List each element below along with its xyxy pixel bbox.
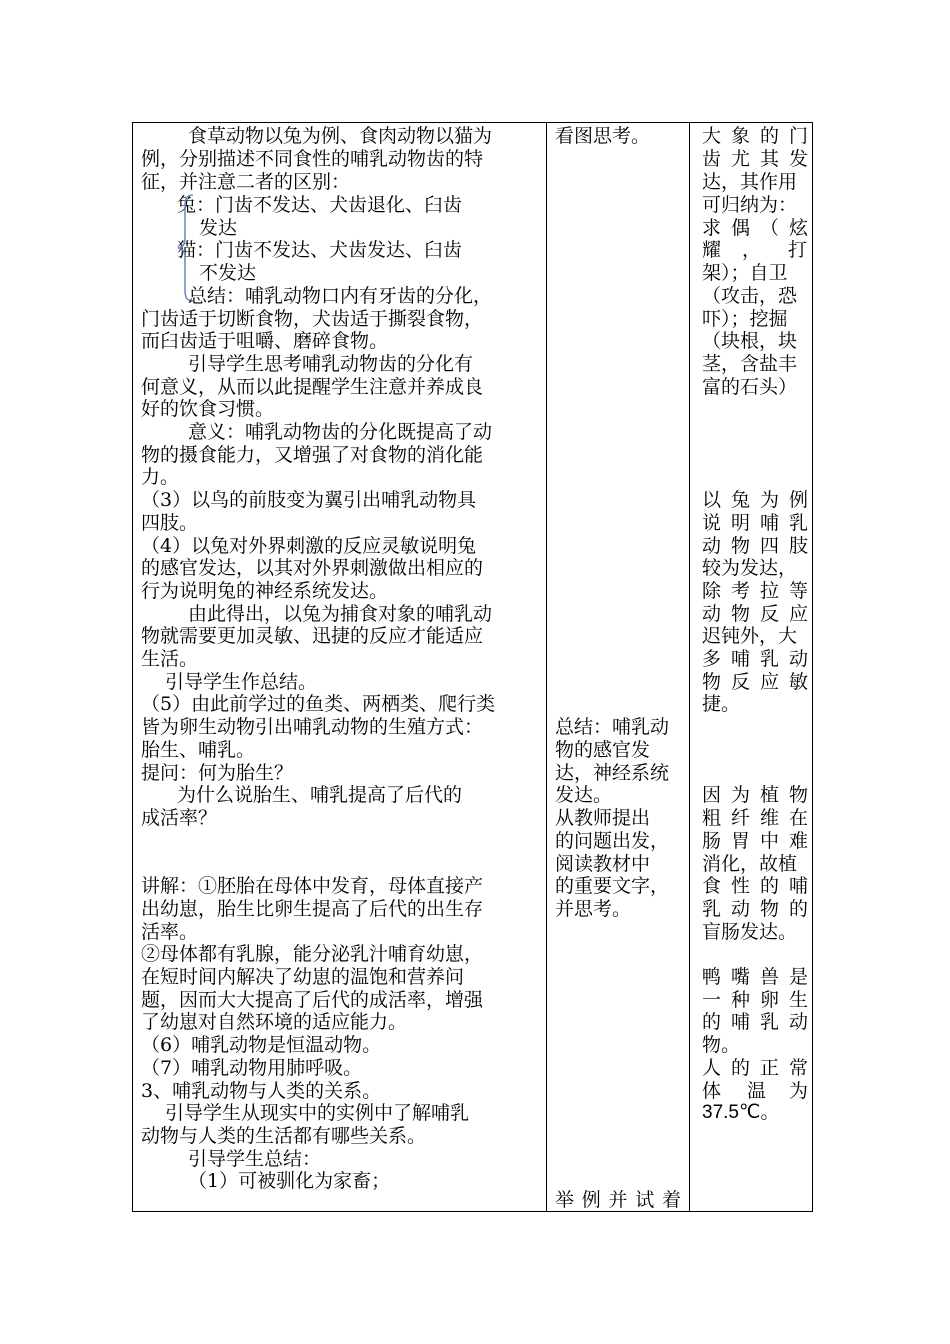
cat-teeth-line: 猫：门齿不发达、犬齿发达、臼齿 (177, 239, 463, 261)
student-line: 的重要文字， (555, 875, 670, 897)
paragraph-line: 在短时间内解决了幼崽的温饱和营养问 (141, 966, 465, 988)
student-line: 达，神经系统 (555, 762, 670, 784)
student-line: 发达。 (555, 784, 613, 806)
note-line: 以兔为例 (702, 489, 808, 511)
paragraph-line: 出幼崽，胎生比卵生提高了后代的出生存 (141, 898, 484, 920)
student-line: 并思考。 (555, 898, 632, 920)
student-activity-column (547, 123, 689, 1211)
note-line: 盲肠发达。 (702, 921, 798, 943)
rabbit-teeth-line: 兔：门齿不发达、犬齿退化、臼齿 (177, 194, 463, 216)
teacher-activity-column (133, 123, 546, 1211)
summary-line: 门齿适于切断食物，犬齿适于撕裂食物， (141, 308, 484, 330)
student-line: 总结：哺乳动 (555, 716, 670, 738)
paragraph-line: 行为说明兔的神经系统发达。 (141, 580, 389, 602)
note-line: 打 (788, 239, 808, 261)
paragraph-line: 引导学生作总结。 (165, 671, 318, 693)
notes-column (690, 123, 812, 1211)
paragraph-line: 引导学生从现实中的实例中了解哺乳 (165, 1102, 470, 1124)
student-line: 看图思考。 (555, 125, 651, 147)
note-line: 求偶（炫 (702, 217, 808, 239)
note-line: （块根，块 (702, 330, 798, 352)
paragraph-line: （3）以鸟的前肢变为翼引出哺乳动物具 (141, 489, 477, 511)
paragraph-line: 引导学生思考哺乳动物齿的分化有 (188, 353, 474, 375)
note-line: 物反应敏 (702, 671, 808, 693)
paragraph-line: 物就需要更加灵敏、迅捷的反应才能适应 (141, 625, 484, 647)
note-line: 温 (747, 1080, 767, 1102)
paragraph-line: （7）哺乳动物用肺呼吸。 (141, 1057, 363, 1079)
note-line: 说明哺乳 (702, 512, 808, 534)
note-line: 体 (702, 1080, 722, 1102)
paragraph-line: 引导学生总结： (188, 1148, 322, 1170)
note-line: 架）；自卫 (702, 262, 788, 284)
note-line: 动物四肢 (702, 535, 808, 557)
note-line: 吓）；挖掘 (702, 308, 788, 330)
paragraph-line: 何意义，从而以此提醒学生注意并养成良 (141, 376, 484, 398)
student-line: 举例并试着 (555, 1189, 681, 1211)
paragraph-line: 胎生、哺乳。 (141, 739, 256, 761)
paragraph-line: 成活率？ (141, 807, 218, 829)
paragraph-line: 皆为卵生动物引出哺乳动物的生殖方式： (141, 716, 484, 738)
paragraph-line: （6）哺乳动物是恒温动物。 (141, 1034, 382, 1056)
student-line: 的问题出发， (555, 830, 670, 852)
note-line: 粗纤维在 (702, 807, 808, 829)
paragraph-line: （1）可被驯化为家畜； (188, 1170, 391, 1192)
note-line: 乳动物的 (702, 898, 808, 920)
paragraph-line: 活率。 (141, 921, 199, 943)
note-line: 达，其作用 (702, 171, 798, 193)
paragraph-line: 为什么说胎生、哺乳提高了后代的 (177, 784, 463, 806)
paragraph-line: 了幼崽对自然环境的适应能力。 (141, 1011, 408, 1033)
paragraph-line: （4）以兔对外界刺激的反应灵敏说明兔 (141, 535, 477, 557)
note-line: 人的正常 (702, 1057, 808, 1079)
note-line: 较为发达， (702, 557, 798, 579)
paragraph-line: 物的摄食能力，又增强了对食物的消化能 (141, 444, 484, 466)
paragraph-line: ②母体都有乳腺，能分泌乳汁哺育幼崽， (141, 943, 484, 965)
note-line: 多哺乳动 (702, 648, 808, 670)
note-line: 鸭嘴兽是 (702, 966, 808, 988)
paragraph-line: 的感官发达，以其对外界刺激做出相应的 (141, 557, 484, 579)
rabbit-teeth-line: 发达 (199, 217, 238, 239)
cat-teeth-line: 不发达 (199, 262, 257, 284)
note-line: 动物反应 (702, 603, 808, 625)
paragraph-line: 例，分别描述不同食性的哺乳动物齿的特 (141, 148, 484, 170)
paragraph-line: 讲解：①胚胎在母体中发育，母体直接产 (141, 875, 484, 897)
paragraph-line: 提问：何为胎生？ (141, 762, 294, 784)
paragraph-line: 食草动物以兔为例、食肉动物以猫为 (188, 125, 493, 147)
summary-line: 总结：哺乳动物口内有牙齿的分化， (188, 285, 493, 307)
paragraph-line: 征，并注意二者的区别： (141, 171, 351, 193)
paragraph-line: 力。 (141, 466, 180, 488)
note-line: 肠胃中难 (702, 830, 808, 852)
note-line: 茎，含盐丰 (702, 353, 798, 375)
note-line: ， (742, 239, 762, 261)
note-line: 可归纳为： (702, 194, 798, 216)
body-temperature-value: 37.5℃。 (702, 1102, 780, 1123)
paragraph-line: 生活。 (141, 648, 199, 670)
paragraph-line: 题，因而大大提高了后代的成活率，增强 (141, 989, 484, 1011)
note-line: 齿尤其发 (702, 148, 808, 170)
paragraph-line: 动物与人类的生活都有哪些关系。 (141, 1125, 427, 1147)
lesson-plan-table (132, 122, 813, 1212)
student-line: 阅读教材中 (555, 853, 651, 875)
summary-line: 而臼齿适于咀嚼、磨碎食物。 (141, 330, 389, 352)
note-line: 大象的门 (702, 125, 808, 147)
note-line: 富的石头） (702, 376, 798, 398)
note-line: 消化，故植 (702, 853, 798, 875)
note-line: 因为植物 (702, 784, 808, 806)
note-line: 迟钝外，大 (702, 625, 798, 647)
paragraph-line: 意义：哺乳动物齿的分化既提高了动 (188, 421, 493, 443)
note-line: 的哺乳动 (702, 1011, 808, 1033)
note-line: 为 (789, 1080, 809, 1102)
paragraph-line: 由此得出，以兔为捕食对象的哺乳动 (188, 603, 493, 625)
student-line: 从教师提出 (555, 807, 651, 829)
student-line: 物的感官发 (555, 739, 651, 761)
section-heading: 3、哺乳动物与人类的关系。 (141, 1080, 382, 1102)
note-line: 捷。 (702, 693, 741, 715)
note-line: 物。 (702, 1034, 741, 1056)
paragraph-line: 四肢。 (141, 512, 199, 534)
paragraph-line: 好的饮食习惯。 (141, 398, 275, 420)
note-line: （攻击，恐 (702, 285, 798, 307)
paragraph-line: （5）由此前学过的鱼类、两栖类、爬行类 (141, 693, 496, 715)
note-line: 除考拉等 (702, 580, 808, 602)
note-line: 食性的哺 (702, 875, 808, 897)
note-line: 耀 (702, 239, 722, 261)
note-line: 一种卵生 (702, 989, 808, 1011)
